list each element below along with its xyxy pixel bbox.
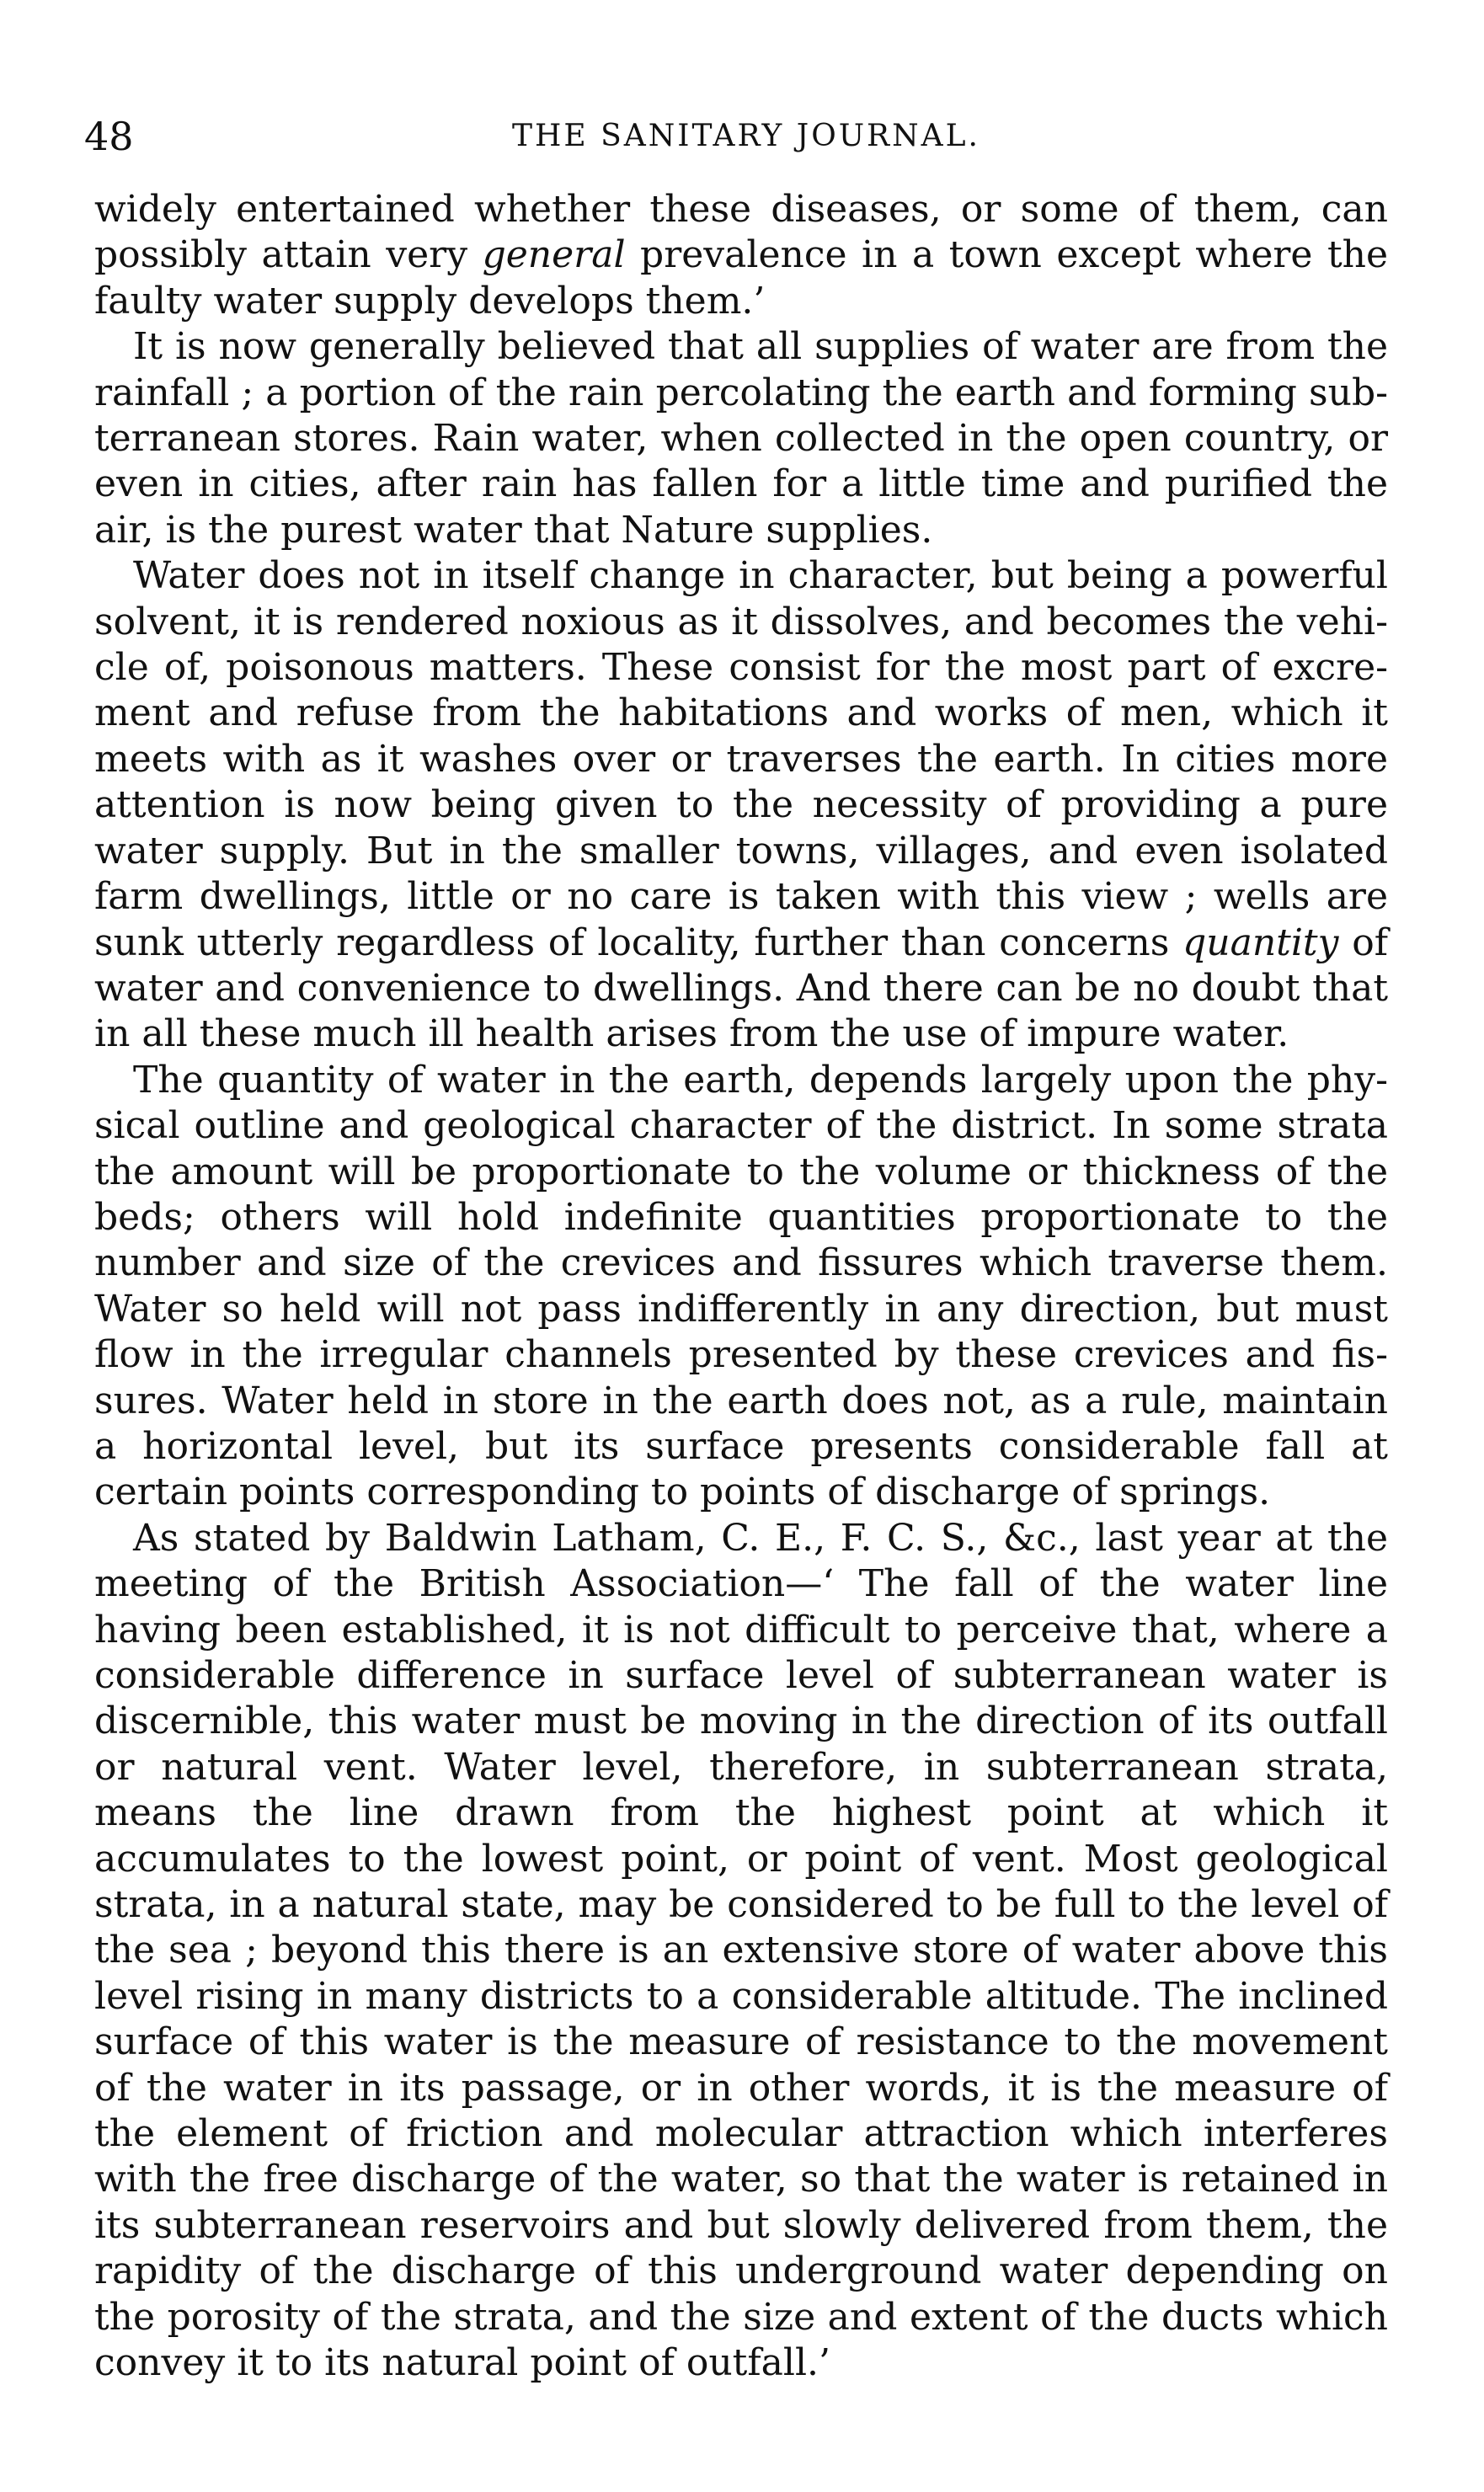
paragraph [94, 1516, 1388, 2387]
paragraph-text: It is now generally believed that all supplies of water are from the rainfall ; a portion of the rain percolating the earth and forming subterranean stores. Rain water, when collected in the open country, or even in cities, after rain has fallen for a little time and purified the air, is the purest water that Nature supplies. [94, 325, 1388, 552]
paragraph-continuation [94, 187, 1388, 324]
paragraph-text: widely entertained whether these diseases, or some of them, can possibly attain very [94, 188, 1388, 277]
paragraph-text: The quantity of water in the earth, depends largely upon the physical outline and geological character of the district. In some strata the amount will be proportionate to the volume or thickness of the beds; others will hold indefinite quantities proportionate to the number and size of the crevices and fissures which traverse them. Water so held will not pass indifferently in any direction, but must flow in the irregular channels presented by these crevices and fissures. Water held in store in the earth does not, as a rule, maintain a horizontal level, but its surface presents considerable fall at certain points corresponding to points of discharge of springs. [94, 1058, 1388, 1514]
page-number: 48 [84, 114, 134, 159]
body-text [94, 187, 1388, 2387]
emphasis-text: quantity [1182, 920, 1339, 964]
journal-title: THE SANITARY JOURNAL. [512, 119, 980, 153]
paragraph-text: As stated by Baldwin Latham, C. E., F. C. S., &c., last year at the meeting of the British Association—‘ The fall of the water line having been established, it is not difficult to perceive that, where a considerable difference in surface level of subterranean water is discernible, this water must be moving in the direction of its outfall or natural vent. Water level, therefore, in subterranean strata, means the line drawn from the highest point at which it accumulates to the lowest point, or point of vent. Most geological strata, in a natural state, may be considered to be full to the level of the sea ; beyond this there is an extensive store of water above this level rising in many districts to a considerable altitude. The inclined surface of this water is the measure of resistance to the movement of the water in its passage, or in other words, it is the measure of the element of friction and molecular attraction which interferes with the free discharge of the water, so that the water is retained in its subterranean reservoirs and but slowly delivered from them, the rapidity of the discharge of this underground water depending on the porosity of the strata, and the size and extent of the ducts which convey it to its natural point of outfall.’ [94, 1516, 1388, 2385]
emphasis-text: general [482, 233, 626, 277]
paragraph-text: Water does not in itself change in character, but being a powerful solvent, it is rendered noxious as it dissolves, and becomes the vehicle of, poisonous matters. These consist for the most part of excrement and refuse from the habitations and works of men, which it meets with as it washes over or traverses the earth. In cities more attention is now being given to the necessity of providing a pure water supply. But in the smaller towns, villages, and even isolated farm dwellings, little or no care is taken with this view ; wells are sunk utterly regardless of locality, further than concerns [94, 554, 1388, 964]
paragraph [94, 1058, 1388, 1516]
paragraph-text: of water and convenience to dwellings. And there can be no doubt that in all these much ill health arises from the use of impure water. [94, 920, 1388, 1056]
paragraph-text: prevalence in a town except where the faulty water supply develops them.’ [94, 233, 1389, 323]
running-head [84, 111, 1408, 162]
paragraph [94, 553, 1388, 1057]
paragraph [94, 324, 1388, 553]
